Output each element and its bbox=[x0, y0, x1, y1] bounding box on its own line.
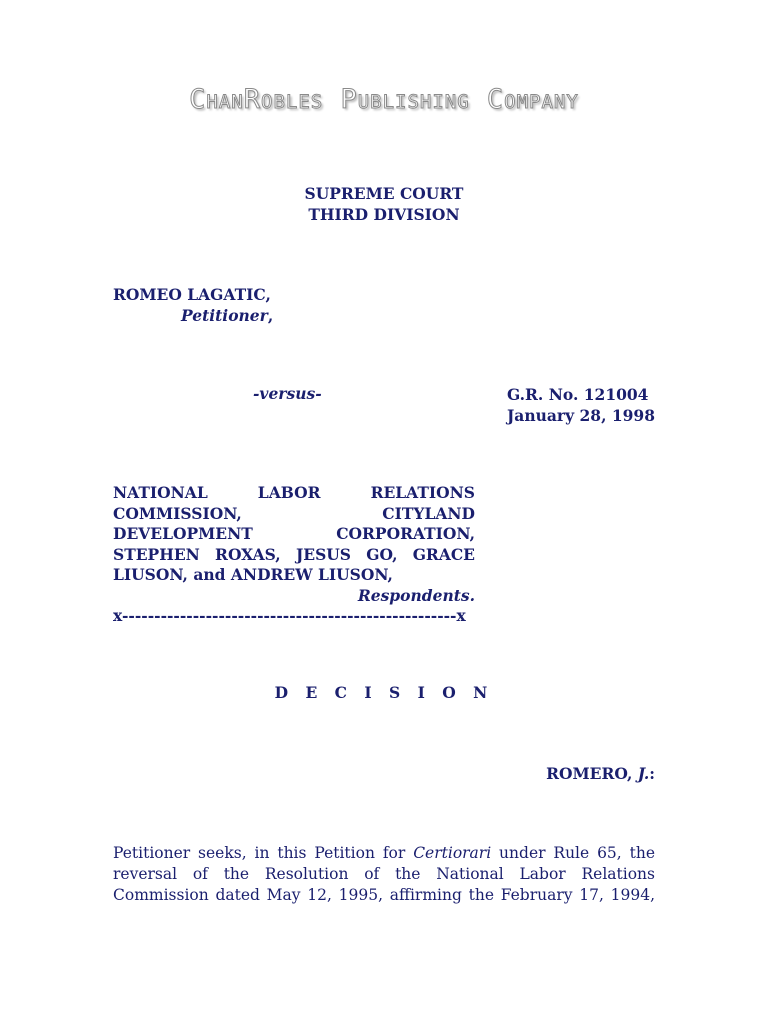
respondents-names: NATIONAL LABOR RELATIONS COMMISSION, CITYLAND DEVELOPMENT CORPORATION, STEPHEN ROXAS, JESUS GO, GRACE LIUSON, and ANDREW LIUSON, bbox=[113, 483, 475, 584]
body-line-1-c: under Rule 65, the bbox=[491, 844, 655, 862]
petitioner-role-suffix: , bbox=[267, 306, 274, 325]
case-info bbox=[507, 384, 655, 426]
body-line-2: reversal of the Resolution of the National Labor Relations bbox=[113, 865, 655, 883]
ponente-suffix: J. bbox=[637, 764, 650, 783]
respondents-block bbox=[113, 483, 475, 627]
petitioner-role bbox=[113, 305, 273, 326]
case-number: G.R. No. 121004 bbox=[506, 385, 649, 404]
petitioner-role-label: Petitioner bbox=[181, 306, 268, 325]
decision-heading: D E C I S I O N bbox=[274, 683, 494, 702]
body-line-1 bbox=[113, 843, 655, 864]
body-line-3: Commission dated May 12, 1995, affirming the February 17, 1994, bbox=[113, 886, 655, 904]
body-line-1-italic: Certiorari bbox=[413, 844, 492, 862]
caption-separator: x----------------------------------------------------x bbox=[113, 606, 466, 625]
ponente bbox=[546, 764, 655, 783]
publisher-header: ChanRobles Publishing Company bbox=[189, 84, 579, 115]
body-line-1-a: Petitioner seeks, in this Petition for bbox=[113, 844, 414, 862]
versus-label: -versus- bbox=[253, 384, 322, 403]
petitioner-block bbox=[113, 284, 273, 326]
respondents-role: Respondents. bbox=[357, 585, 475, 605]
petitioner-name: ROMEO LAGATIC, bbox=[113, 285, 271, 304]
case-date: January 28, 1998 bbox=[506, 406, 655, 425]
decision-body bbox=[113, 843, 655, 906]
ponente-name: ROMERO, bbox=[546, 764, 638, 783]
ponente-colon: : bbox=[649, 764, 655, 783]
court-heading bbox=[0, 183, 768, 225]
court-division: THIRD DIVISION bbox=[308, 205, 460, 224]
court-name: SUPREME COURT bbox=[304, 184, 464, 203]
